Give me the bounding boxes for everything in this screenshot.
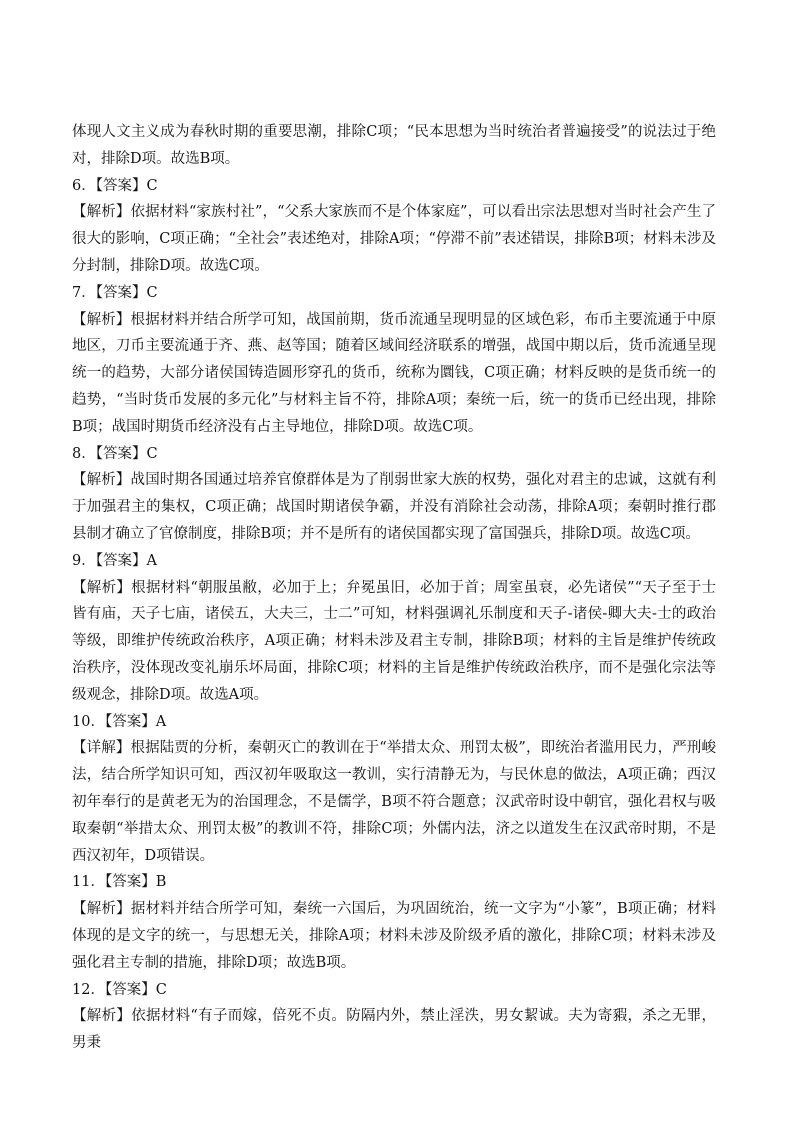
answer-11: 11．【答案】B	[72, 874, 167, 891]
analysis-9: 【解析】根据材料“朝服虽敝，必加于上；弁冕虽旧，必加于首；周室虽衰，必先诸侯”“天子至于士皆有庙，天子七庙，诸侯五，大夫三，士二”可知，材料强调礼乐制度和天子-诸侯-卿大夫-士的政治等级，即维护传统政治秩序，A项正确；材料未涉及君主专制，排除B项；材料的主旨是维护传统政治秩序，没体现改变礼崩乐坏局面，排除C项；材料的主旨是维护传统政治秩序，而不是强化宗法等级观念，排除D项。故选A项。	[72, 579, 716, 703]
analysis-12: 【解析】依据材料“有子而嫁，倍死不贞。防隔内外，禁止淫泆，男女絜诚。夫为寄豭，杀之无罪，男秉	[72, 1008, 716, 1052]
analysis-7: 【解析】根据材料并结合所学可知，战国前期，货币流通呈现明显的区域色彩，布币主要流通于中原地区，刀币主要流通于齐、燕、赵等国；随着区域间经济联系的增强，战国中期以后，货币流通呈现统一的趋势，大部分诸侯国铸造圆形穿孔的货币，统称为圜钱，C项正确；材料反映的是货币统一的趋势，“当时货币发展的多元化”与材料主旨不符，排除A项；秦统一后，统一的货币已经出现，排除B项；战国时期货币经济没有占主导地位，排除D项。故选C项。	[72, 311, 716, 435]
analysis-6: 【解析】依据材料“家族村社”，“父系大家族而不是个体家庭”，可以看出宗法思想对当时社会产生了很大的影响，C项正确；“全社会”表述绝对，排除A项；“停滞不前”表述错误，排除B项；材料未涉及分封制，排除D项。故选C项。	[72, 204, 716, 274]
answer-8: 8．【答案】C	[72, 445, 158, 462]
analysis-11: 【解析】据材料并结合所学可知，秦统一六国后，为巩固统治，统一文字为“小篆”，B项正确；材料体现的是文字的统一，与思想无关，排除A项；材料未涉及阶级矛盾的激化，排除C项；材料未涉及强化君主专制的措施，排除D项；故选B项。	[72, 901, 716, 971]
answer-9: 9．【答案】A	[72, 552, 157, 569]
answer-6: 6．【答案】C	[72, 177, 158, 194]
answer-7: 7．【答案】C	[72, 284, 158, 301]
answer-explanations	[72, 119, 716, 1057]
paragraph-5-tail: 体现人文主义成为春秋时期的重要思潮，排除C项；“民本思想为当时统治者普遍接受”的说法过于绝对，排除D项。故选B项。	[72, 124, 716, 167]
answer-12: 12．【答案】C	[72, 981, 167, 998]
answer-10: 10．【答案】A	[72, 713, 167, 730]
analysis-10: 【详解】根据陆贾的分析，秦朝灭亡的教训在于“举措太众、刑罚太极”，即统治者滥用民力，严刑峻法，结合所学知识可知，西汉初年吸取这一教训，实行清静无为，与民休息的做法，A项正确；西汉初年奉行的是黄老无为的治国理念，不是儒学，B项不符合题意；汉武帝时设中朝官，强化君权与吸取秦朝“举措太众、刑罚太极”的教训不符，排除C项；外儒内法，济之以道发生在汉武帝时期，不是西汉初年，D项错误。	[72, 740, 716, 864]
analysis-8: 【解析】战国时期各国通过培养官僚群体是为了削弱世家大族的权势，强化对君主的忠诚，这就有利于加强君主的集权，C项正确；战国时期诸侯争霸，并没有消除社会动荡，排除A项；秦朝时推行郡县制才确立了官僚制度，排除B项；并不是所有的诸侯国都实现了富国强兵，排除D项。故选C项。	[72, 472, 716, 542]
